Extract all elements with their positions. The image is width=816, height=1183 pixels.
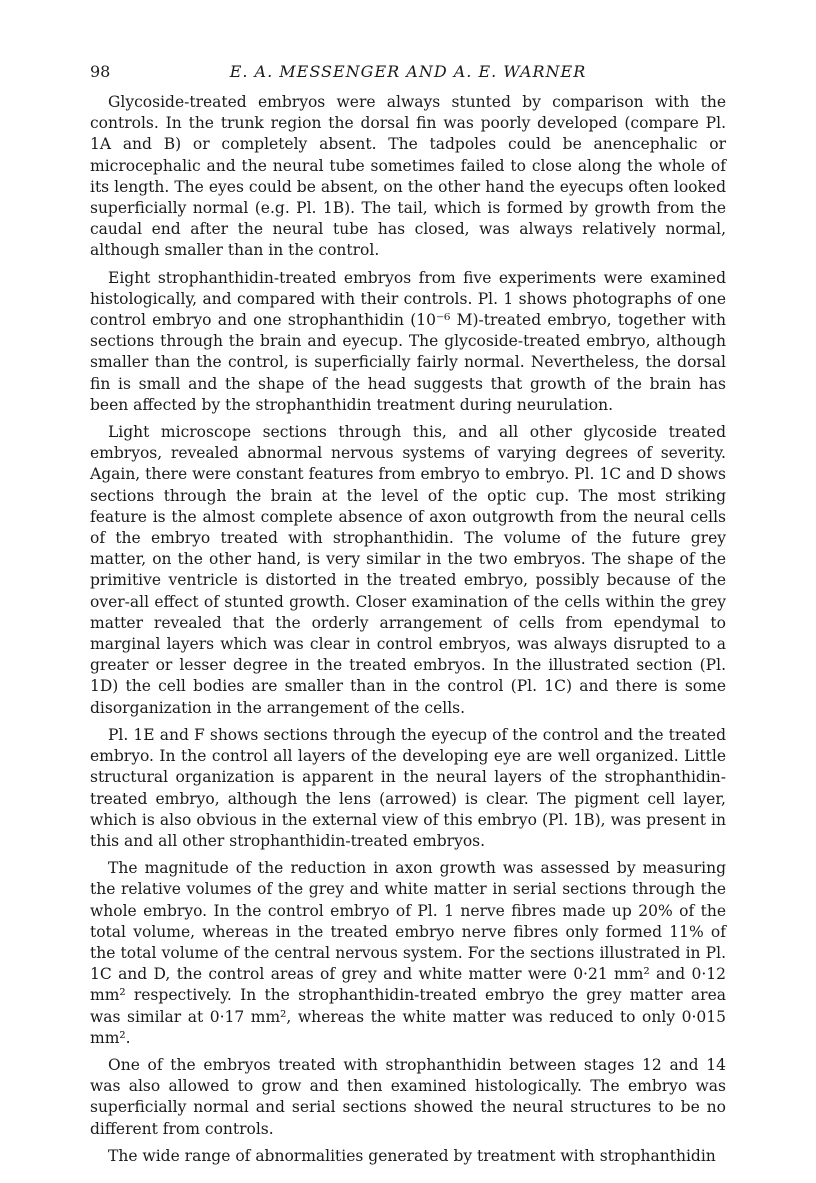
paragraph: Glycoside-treated embryos were always stunted by comparison with the controls. In the trunk region the dorsal fin was poorly developed (compare Pl. 1A and B) or completely absent. The tadpoles could be anencephalic or microcephalic and the neural tube sometimes failed to close along the whole of its length. The eyes could be absent, on the other hand the eyecups often looked superficially normal (e.g. Pl. 1B). The tail, which is formed by growth from the caudal end after the neural tube has closed, was always relatively normal, although smaller than in the control. bbox=[90, 93, 726, 260]
document-page bbox=[90, 62, 726, 1173]
body-text bbox=[90, 92, 726, 1167]
paragraph: The wide range of abnormalities generated by treatment with strophanthidin bbox=[108, 1146, 716, 1165]
running-head: E. A. MESSENGER AND A. E. WARNER bbox=[229, 62, 587, 81]
page-number: 98 bbox=[90, 62, 111, 81]
paragraph: One of the embryos treated with strophanthidin between stages 12 and 14 was also allowed to grow and then examined histologically. The embryo was superficially normal and serial sections showed the neural structures to be no different from controls. bbox=[90, 1055, 726, 1138]
paragraph: Pl. 1E and F shows sections through the eyecup of the control and the treated embryo. In the control all layers of the developing eye are well organized. Little structural organization is apparent in the neural layers of the strophanthidin-treated embryo, although the lens (arrowed) is clear. The pigment cell layer, which is also obvious in the external view of this embryo (Pl. 1B), was present in this and all other strophanthidin-treated embryos. bbox=[90, 725, 726, 850]
page-header bbox=[90, 62, 726, 92]
paragraph: The magnitude of the reduction in axon growth was assessed by measuring the relative volumes of the grey and white matter in serial sections through the whole embryo. In the control embryo of Pl. 1 nerve fibres made up 20% of the total volume, whereas in the treated embryo nerve fibres only formed 11% of the total volume of the central nervous system. For the sections illustrated in Pl. 1C and D, the control areas of grey and white matter were 0·21 mm² and 0·12 mm² respectively. In the strophanthidin-treated embryo the grey matter area was similar at 0·17 mm², whereas the white matter was reduced to only 0·015 mm². bbox=[90, 859, 726, 1047]
paragraph: Eight strophanthidin-treated embryos from five experiments were examined histologically, and compared with their controls. Pl. 1 shows photographs of one control embryo and one strophanthidin (10⁻⁶ M)-treated embryo, together with sections through the brain and eyecup. The glycoside-treated embryo, although smaller than the control, is superficially fairly normal. Nevertheless, the dorsal fin is small and the shape of the head suggests that growth of the brain has been affected by the strophanthidin treatment during neurulation. bbox=[90, 268, 726, 414]
paragraph: Light microscope sections through this, and all other glycoside treated embryos, revealed abnormal nervous systems of varying degrees of severity. Again, there were constant features from embryo to embryo. Pl. 1C and D shows sections through the brain at the level of the optic cup. The most striking feature is the almost complete absence of axon outgrowth from the neural cells of the embryo treated with strophanthidin. The volume of the future grey matter, on the other hand, is very similar in the two embryos. The shape of the primitive ventricle is distorted in the treated embryo, possibly because of the over-all effect of stunted growth. Closer examination of the cells within the grey matter revealed that the orderly arrangement of cells from ependymal to marginal layers which was clear in control embryos, was always disrupted to a greater or lesser degree in the treated embryos. In the illustrated section (Pl. 1D) the cell bodies are smaller than in the control (Pl. 1C) and there is some disorganization in the arrangement of the cells. bbox=[90, 423, 726, 717]
